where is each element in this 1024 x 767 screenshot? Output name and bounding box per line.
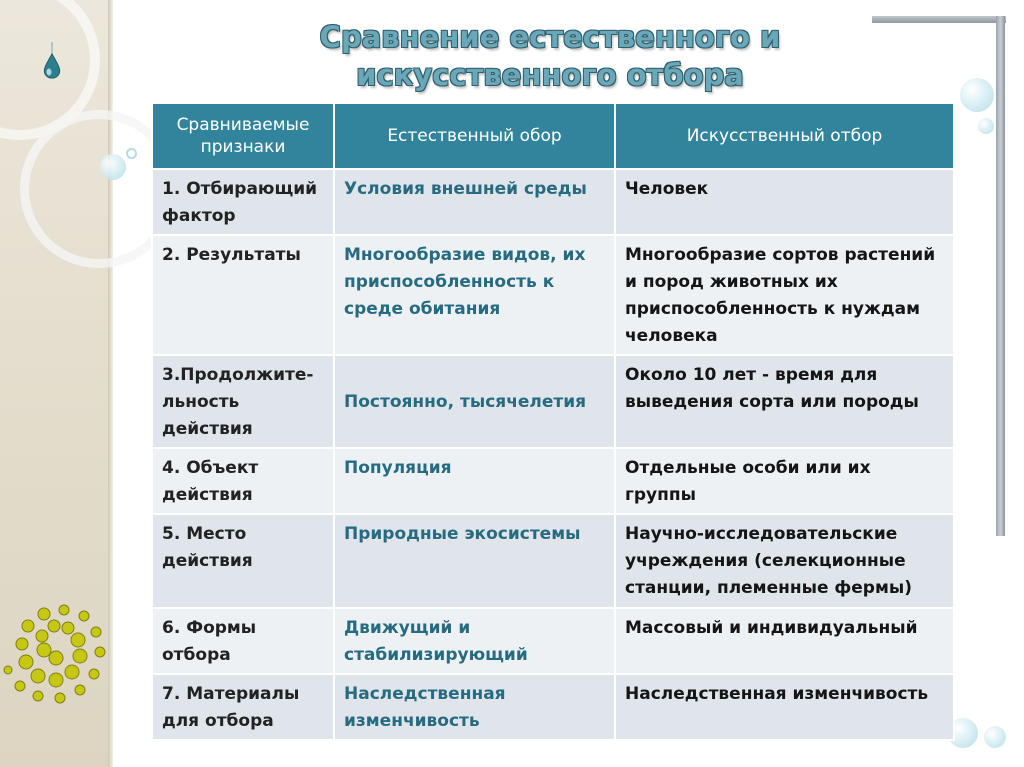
feature-cell: 4. Объект действия [152, 448, 334, 514]
natural-cell: Многообразие видов, их приспособленность к среде обитания [334, 235, 615, 355]
feature-cell: 7. Материалы для отбора [152, 674, 334, 740]
slide-title-line-1: Сравнение естественного и [319, 20, 781, 54]
natural-cell: Наследственная изменчивость [334, 674, 615, 740]
decorative-bubble [100, 154, 126, 180]
table-header-row [152, 103, 954, 169]
natural-cell: Условия внешней среды [334, 169, 615, 235]
decorative-bubble [126, 148, 137, 159]
comparison-table [151, 102, 955, 741]
table-row [152, 514, 954, 608]
decorative-bubble [978, 118, 994, 134]
decorative-frame-top [872, 16, 1006, 23]
artificial-cell: Отдельные особи или их группы [615, 448, 954, 514]
table-row [152, 355, 954, 448]
table-row [152, 674, 954, 740]
header-compared-features: Сравниваемые признаки [152, 103, 334, 169]
slide-title-line-2: искусственного отбора [356, 58, 744, 92]
artificial-cell: Около 10 лет - время для выведения сорта или породы [615, 355, 954, 448]
natural-cell: Природные экосистемы [334, 514, 615, 608]
header-artificial-selection: Искусственный отбор [615, 103, 954, 169]
natural-cell: Движущий и стабилизирующий [334, 608, 615, 674]
artificial-cell: Человек [615, 169, 954, 235]
feature-cell: 2. Результаты [152, 235, 334, 355]
table-row [152, 448, 954, 514]
header-natural-selection: Естественный обор [334, 103, 615, 169]
artificial-cell: Научно-исследовательские учреждения (селекционные станции, племенные фермы) [615, 514, 954, 608]
artificial-cell: Многообразие сортов растений и пород животных их приспособленность к нуждам человека [615, 235, 954, 355]
table-row [152, 608, 954, 674]
table-row [152, 235, 954, 355]
feature-cell: 3.Продолжите-льность действия [152, 355, 334, 448]
artificial-cell: Наследственная изменчивость [615, 674, 954, 740]
slide-title [230, 18, 870, 94]
artificial-cell: Массовый и индивидуальный [615, 608, 954, 674]
decorative-bubble [984, 726, 1006, 748]
table-row [152, 169, 954, 235]
feature-cell: 6. Формы отбора [152, 608, 334, 674]
feature-cell: 5. Место действия [152, 514, 334, 608]
water-drop-icon [40, 42, 64, 82]
feature-cell: 1. Отбирающий фактор [152, 169, 334, 235]
spiral-beads-icon [0, 596, 110, 716]
natural-cell: Популяция [334, 448, 615, 514]
decorative-bubble [960, 78, 994, 112]
decorative-frame-right [996, 16, 1005, 536]
natural-cell: Постоянно, тысячелетия [334, 355, 615, 448]
